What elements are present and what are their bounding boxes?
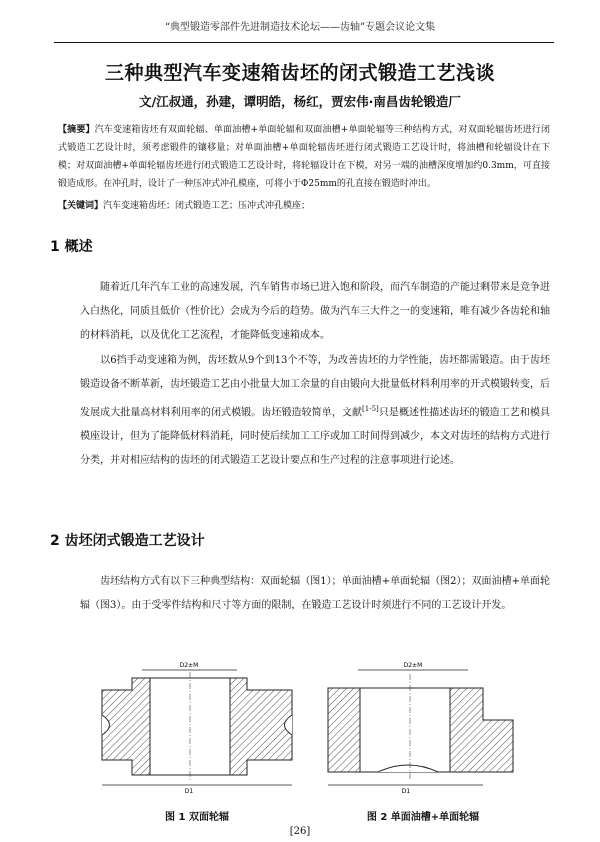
figure-1-drawing [92,660,302,795]
figure-1-caption: 图 1 双面轮辐 [165,812,229,823]
figure-2-caption: 图 2 单面油槽+单面轮辐 [366,812,480,823]
keywords-label: 【关键词】 [58,201,104,211]
section-1-paragraph-2a-text: 以6挡手动变速箱为例，齿坯数从9个到13个不等，为改善齿坯的力学性能，齿坯都需锻造。由于齿坯锻造设备不断革新，齿坯锻造工艺由小批量大加工余量的自由锻向大批量低材料利用率的开式模锻转变，后发展成大批量高材料利用率的闭式模锻。齿坯锻造较简单，文献 [80,355,550,419]
fig2-dim-top: D2±M [403,662,423,669]
running-header: “典型锻造零部件先进制造技术论坛——齿轴”专题会议论文集 [164,22,436,33]
section-2-heading: 2 齿坯闭式锻造工艺设计 [50,533,205,549]
fig1-dim-top: D2±M [179,662,199,669]
section-1-heading: 1 概述 [50,239,93,255]
paper-title: 三种典型汽车变速箱齿坯的闭式锻造工艺浅谈 [104,62,495,84]
section-1-paragraph-1-text: 随着近几年汽车工业的高速发展，汽车销售市场已进入饱和阶段，而汽车制造的产能过剩带来是竞争进入白热化，同质且低价（性价比）会成为今后的趋势。做为汽车三大件之一的变速箱，唯有减少各齿轮和轴的材料消耗，以及优化工艺流程，才能降低变速箱成本。 [80,282,550,341]
fig2-bore [360,688,450,772]
fig1-dim-bottom: D1 [184,788,194,795]
author-line: 文/江叔通，孙建，谭明皓，杨红，贾宏伟·南昌齿轮锻造厂 [139,94,461,109]
page-number: [26] [289,826,311,837]
keywords [58,198,550,214]
section-1-paragraph-2b-text: 只是概述性描述齿坯的锻造工艺和模具模座设计，但为了能降低材料消耗，同时使后续加工工序或加工时间得到减少，本文对齿坯的结构方式进行分类，并对相应结构的齿坯的闭式锻造工艺设计要点和生产过程的注意事项进行论述。 [80,407,550,467]
section-2-paragraph-1-text: 齿坯结构方式有以下三种典型结构：双面轮辐（图1）；单面油槽+单面轮辐（图2）；双面油槽+单面轮辐（图3）。由于受零件结构和尺寸等方面的限制，在锻造工艺设计时须进行不同的工艺设计开发。 [80,576,550,611]
keywords-text: 汽车变速箱齿坯；闭式锻造工艺；压冲式冲孔模座； [103,201,311,211]
figure-2-drawing [318,660,528,795]
section-1-paragraph-1 [80,276,550,348]
abstract [58,121,550,193]
fig2-dim-bottom: D1 [401,788,411,795]
abstract-text: 汽车变速箱齿坯有双面轮辐、单面油槽+单面轮辐和双面油槽+单面轮辐等三种结构方式，对双面轮辐齿坯进行闭式锻造工艺设计时，须考虑锻件的镶移量；对单面油槽+单面轮辐齿坯进行闭式锻造工艺设计时，将油槽和轮辐设计在下模；对双面油槽+单面轮辐齿坯进行闭式锻造工艺设计时，将轮辐设计在下模，对另一端的油槽深度增加约0.3mm，可直接锻造成形。在冲孔时，设计了一种压冲式冲孔模座，可将小于Φ25mm的孔直接在锻造时冲出。 [58,125,550,189]
abstract-label: 【摘要】 [58,125,95,135]
citation-ref: [1-5] [362,405,379,413]
section-2-paragraph-1 [80,570,550,618]
section-1-paragraph-2 [80,349,550,473]
header-rule [54,42,554,43]
